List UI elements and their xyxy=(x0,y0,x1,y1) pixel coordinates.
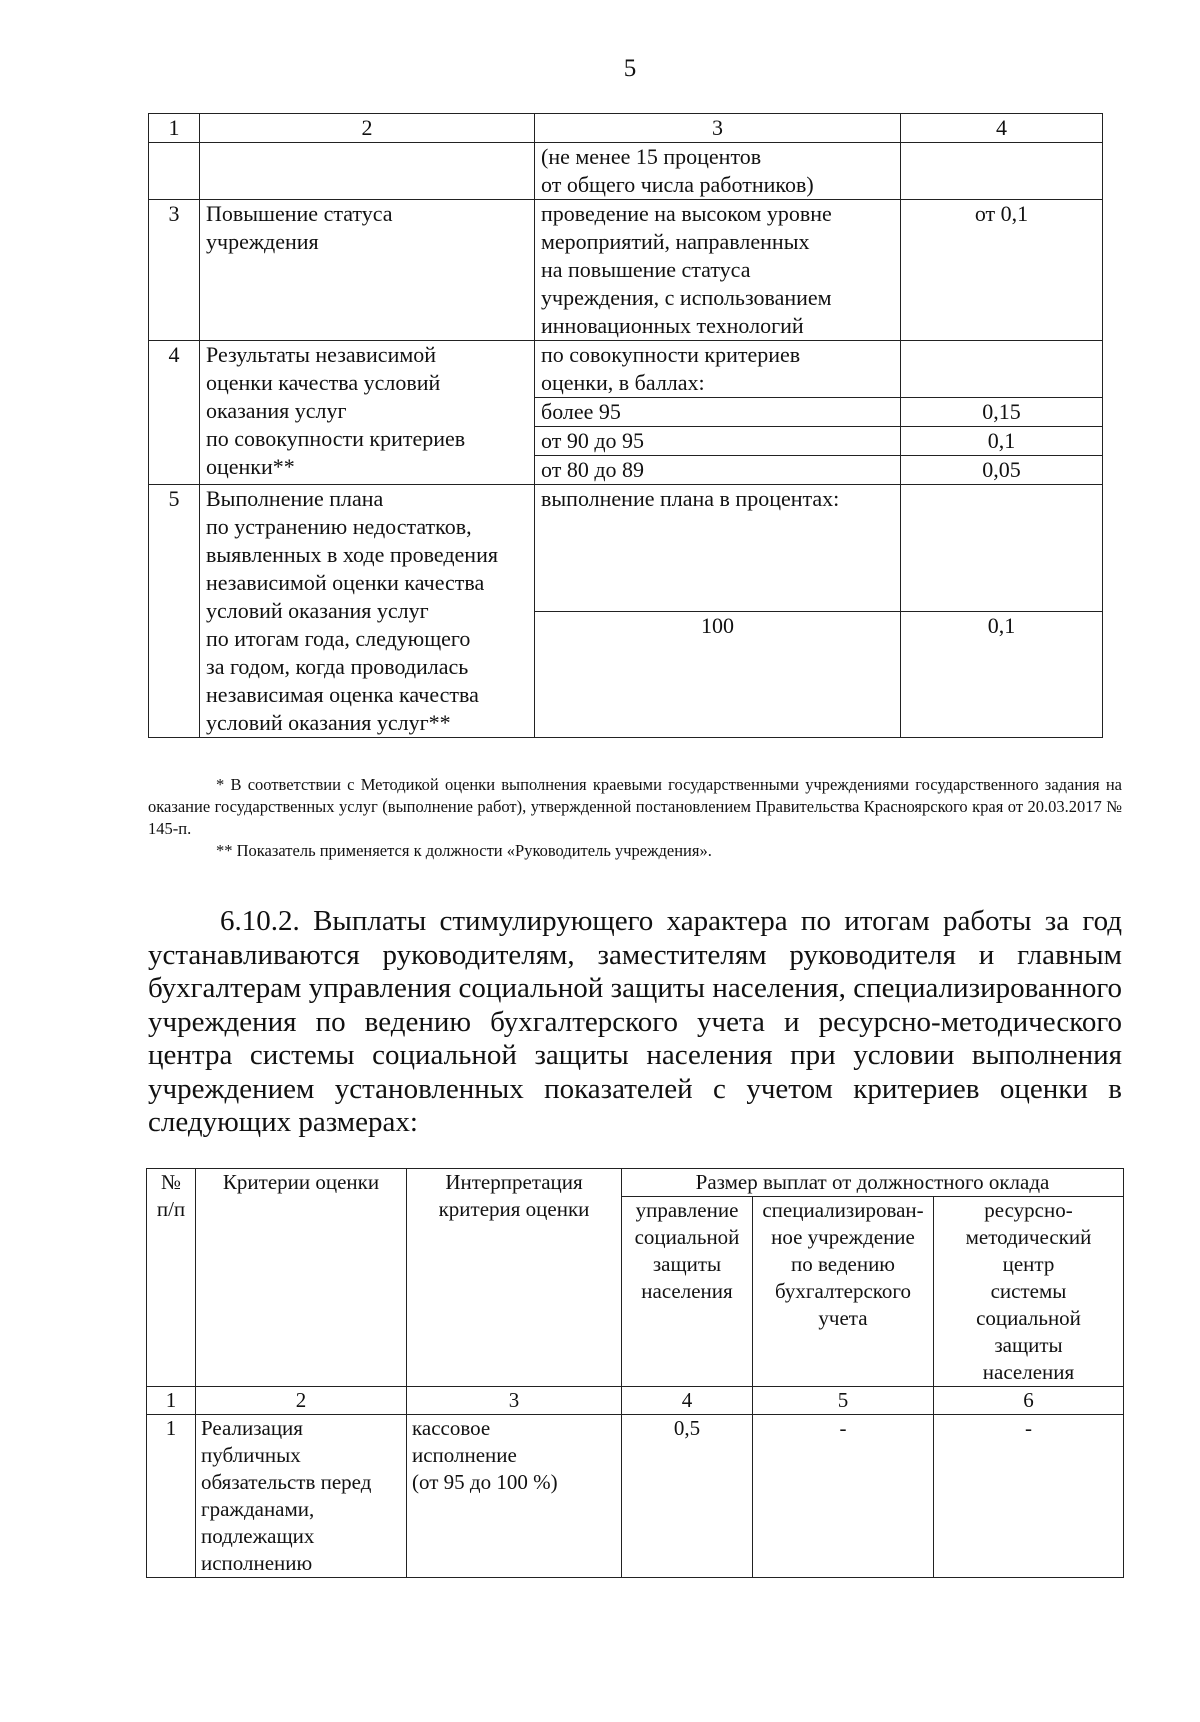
table-row xyxy=(149,200,1103,341)
header-cell: 4 xyxy=(901,114,1103,143)
indicator-name: Результаты независимой оценки качества условий оказания услуг по совокупности критериев оценки** xyxy=(200,341,535,485)
table-row xyxy=(149,485,1103,612)
page-number: 5 xyxy=(623,55,637,82)
header-cell-interpretation: Интерпретация критерия оценки xyxy=(407,1169,622,1387)
criterion-cell: Реализация публичных обязательств перед гражданами, подлежащих исполнению xyxy=(196,1415,407,1578)
index-cell: 6 xyxy=(934,1387,1124,1415)
index-cell: 3 xyxy=(407,1387,622,1415)
criterion-cell: выполнение плана в процентах: xyxy=(535,485,901,612)
criterion-cell: 100 xyxy=(535,611,901,738)
criterion-cell: проведение на высоком уровне мероприятий, направленных на повышение статуса учреждения, с использованием инновационных технологий xyxy=(535,200,901,341)
criterion-cell: от 80 до 89 xyxy=(535,456,901,485)
footnote-1: * В соответствии с Методикой оценки выполнения краевыми государственными учреждениями государственного задания на оказание государственных услуг (выполнение работ), утвержденной постановлением Правительства Красноярского края от 20.03.2017 № 145-п. xyxy=(148,775,1122,838)
header-cell-payment-size: Размер выплат от должностного оклада xyxy=(622,1169,1124,1197)
criterion-cell: (не менее 15 процентов от общего числа работников) xyxy=(535,143,901,200)
value-cell: 0,15 xyxy=(901,398,1103,427)
footnote-2: ** Показатель применяется к должности «Руководитель учреждения». xyxy=(216,841,712,860)
criteria-table xyxy=(148,113,1103,738)
index-cell: 5 xyxy=(753,1387,934,1415)
header-cell: 1 xyxy=(149,114,200,143)
table-header-row xyxy=(147,1169,1124,1197)
index-cell: 4 xyxy=(622,1387,753,1415)
value-cell: 0,1 xyxy=(901,611,1103,738)
header-cell-criteria: Критерии оценки xyxy=(196,1169,407,1387)
value-cell: 0,1 xyxy=(901,427,1103,456)
header-cell-number: № п/п xyxy=(147,1169,196,1387)
row-number: 5 xyxy=(149,485,200,738)
value-cell: 0,5 xyxy=(622,1415,753,1578)
value-cell: 0,05 xyxy=(901,456,1103,485)
footnotes xyxy=(148,774,1122,862)
body-paragraph: 6.10.2. Выплаты стимулирующего характера по итогам работы за год устанавливаются руководителям, заместителям руководителя и главным бухгалтерам управления социальной защиты населения, специализированного учреждения по ведению бухгалтерского учета и ресурсно-методического центра системы социальной защиты населения при условии выполнения учреждением установленных показателей с учетом критериев оценки в следующих размерах: xyxy=(148,905,1122,1138)
header-cell-department: управление социальной защиты населения xyxy=(622,1197,753,1387)
index-cell: 1 xyxy=(147,1387,196,1415)
payments-table xyxy=(146,1168,1124,1578)
header-cell-resource-center: ресурсно- методический центр системы социальной защиты населения xyxy=(934,1197,1124,1387)
column-index-row xyxy=(147,1387,1124,1415)
indicator-name: Выполнение плана по устранению недостатков, выявленных в ходе проведения независимой оценки качества условий оказания услуг по итогам года, следующего за годом, когда проводилась независимая оценка качества условий оказания услуг** xyxy=(200,485,535,738)
row-number: 1 xyxy=(147,1415,196,1578)
indicator-name: Повышение статуса учреждения xyxy=(200,200,535,341)
table-row xyxy=(149,341,1103,398)
header-cell-specialized-institution: специализирован- ное учреждение по ведению бухгалтерского учета xyxy=(753,1197,934,1387)
row-number: 4 xyxy=(149,341,200,485)
criterion-cell: от 90 до 95 xyxy=(535,427,901,456)
interpretation-cell: кассовое исполнение (от 95 до 100 %) xyxy=(407,1415,622,1578)
table-row xyxy=(149,143,1103,200)
value-cell: - xyxy=(934,1415,1124,1578)
index-cell: 2 xyxy=(196,1387,407,1415)
header-cell: 3 xyxy=(535,114,901,143)
table-header-row xyxy=(149,114,1103,143)
criterion-cell: более 95 xyxy=(535,398,901,427)
row-number: 3 xyxy=(149,200,200,341)
value-cell: - xyxy=(753,1415,934,1578)
criterion-cell: по совокупности критериев оценки, в баллах: xyxy=(535,341,901,398)
value-cell: от 0,1 xyxy=(901,200,1103,341)
table-row xyxy=(147,1415,1124,1578)
header-cell: 2 xyxy=(200,114,535,143)
